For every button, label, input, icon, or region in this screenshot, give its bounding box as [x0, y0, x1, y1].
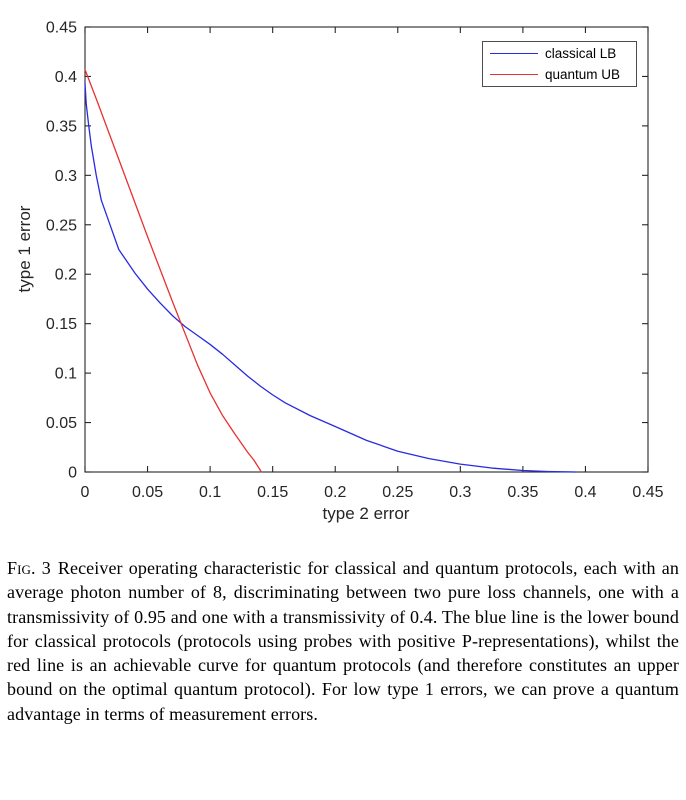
x-tick-label: 0.2 [324, 484, 347, 501]
x-tick-label: 0.4 [574, 484, 597, 501]
x-tick-label: 0.05 [131, 484, 164, 501]
x-axis-label: type 2 error [322, 504, 410, 523]
y-tick-label: 0 [68, 464, 77, 482]
legend-label-quantum: quantum UB [545, 67, 621, 82]
y-tick-label: 0.25 [45, 217, 77, 235]
y-tick-label: 0.1 [54, 365, 77, 383]
x-tick-label: 0 [80, 484, 90, 501]
y-tick-label: 0.3 [54, 167, 77, 185]
figure-label: Fig. 3 [7, 558, 51, 578]
y-tick-label: 0.05 [45, 415, 77, 433]
y-tick-label: 0.15 [45, 316, 77, 334]
x-tick-label: 0.25 [382, 484, 414, 501]
classical-line-swatch [490, 53, 538, 54]
plot-box [85, 27, 648, 472]
classical-lb-curve [85, 83, 575, 472]
y-axis-label: type 1 error [15, 205, 34, 293]
x-tick-label: 0.35 [507, 484, 539, 501]
x-tick-label: 0.15 [257, 484, 289, 501]
quantum-line-swatch [490, 74, 538, 75]
legend [482, 41, 637, 87]
y-tick-label: 0.45 [45, 19, 77, 37]
y-tick-label: 0.35 [45, 118, 77, 136]
x-tick-label: 0.3 [449, 484, 472, 501]
caption-text: Receiver operating characteristic for classical and quantum protocols, each with an average photon number of 8, discriminating between two pure loss channels, one with a transmissivity of 0.95 and one with a transmissivity of 0.4. The blue line is the lower bound for classical protocols (protocols using probes with positive P-representations), whilst the red line is an achievable curve for quantum protocols (and therefore constitutes an upper bound on the optimal quantum protocol). For low type 1 errors, we can prove a quantum advantage in terms of measurement errors. [7, 558, 679, 724]
quantum-ub-curve [85, 70, 261, 472]
legend-item-classical [483, 45, 636, 62]
y-tick-label: 0.2 [54, 266, 77, 284]
x-tick-label: 0.45 [632, 484, 664, 501]
legend-label-classical: classical LB [545, 46, 617, 61]
figure-caption [7, 556, 679, 726]
y-tick-label: 0.4 [54, 68, 77, 86]
x-tick-label: 0.1 [198, 484, 222, 501]
legend-item-quantum [483, 66, 636, 83]
